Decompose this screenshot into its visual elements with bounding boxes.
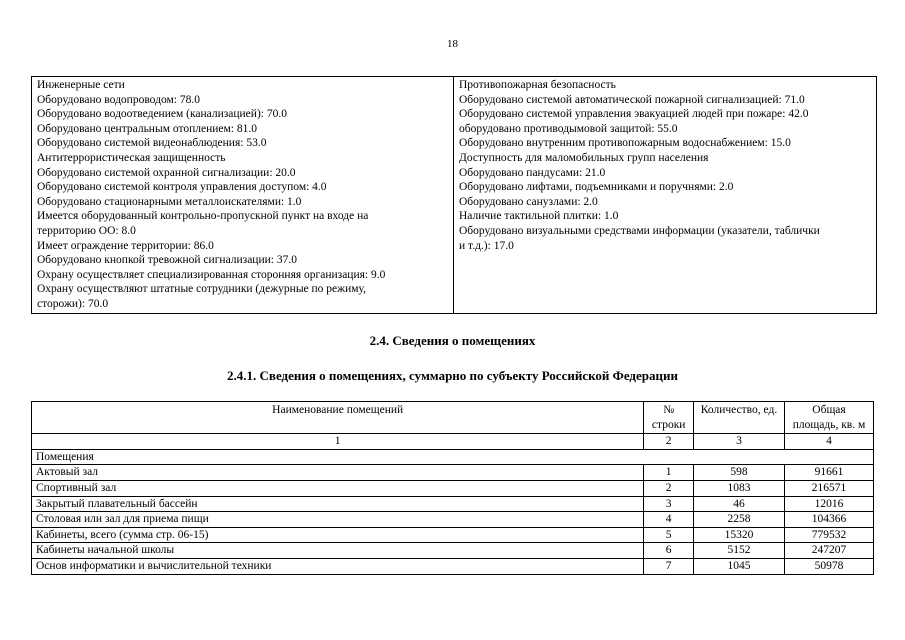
room-area: 50978	[785, 558, 874, 574]
outsourced-guard-line: Охрану осуществляет специализированная сторонняя организация: 9.0	[37, 268, 386, 281]
security-alarm-line: Оборудовано системой охранной сигнализации: 20.0	[37, 166, 296, 179]
header-row-number: № строки	[644, 402, 694, 434]
row-number: 6	[644, 543, 694, 559]
section-label: Помещения	[32, 449, 874, 465]
room-name: Актовый зал	[32, 465, 644, 481]
lifts-line: Оборудовано лифтами, подъемниками и поручнями: 2.0	[459, 181, 734, 194]
fire-alarm-line: Оборудовано системой автоматической пожарной сигнализацией: 71.0	[459, 93, 805, 106]
header-quantity: Количество, ед.	[694, 402, 785, 434]
visual-info-line-cont: и т.д.): 17.0	[459, 239, 514, 252]
visual-info-line: Оборудовано визуальными средствами информации (указатели, таблички	[459, 224, 820, 237]
staff-guard-line-cont: сторожи): 70.0	[37, 297, 109, 310]
room-name: Закрытый плавательный бассейн	[32, 496, 644, 512]
table-row	[32, 558, 874, 574]
engineering-networks-heading: Инженерные сети	[37, 79, 125, 91]
column-number: 4	[785, 434, 874, 450]
access-control-line: Оборудовано системой контроля управления доступом: 4.0	[37, 181, 327, 194]
table-row	[32, 543, 874, 559]
staff-guard-line: Охрану осуществляют штатные сотрудники (дежурные по режиму,	[37, 283, 367, 296]
panic-button-line: Оборудовано кнопкой тревожной сигнализации: 37.0	[37, 254, 297, 267]
row-number: 2	[644, 480, 694, 496]
room-name: Кабинеты начальной школы	[32, 543, 644, 559]
subsection-heading: 2.4.1. Сведения о помещениях, суммарно по субъекту Российской Федерации	[227, 368, 678, 383]
room-quantity: 46	[694, 496, 785, 512]
table-row	[32, 512, 874, 528]
row-number: 3	[644, 496, 694, 512]
room-quantity: 2258	[694, 512, 785, 528]
row-number: 5	[644, 527, 694, 543]
checkpoint-line: Имеется оборудованный контрольно-пропускной пункт на входе на	[37, 210, 369, 223]
page-number: 18	[447, 38, 458, 50]
table-row	[32, 465, 874, 481]
row-number: 7	[644, 558, 694, 574]
row-number: 4	[644, 512, 694, 528]
header-total-area: Общая площадь, кв. м	[785, 402, 874, 434]
header-room-name: Наименование помещений	[32, 402, 644, 434]
metal-detectors-line: Оборудовано стационарными металлоискателями: 1.0	[37, 195, 302, 208]
engineering-antiterror-cell	[32, 77, 454, 314]
section-heading: 2.4. Сведения о помещениях	[369, 333, 536, 348]
restrooms-line: Оборудовано санузлами: 2.0	[459, 195, 598, 208]
column-number: 1	[32, 434, 644, 450]
room-area: 216571	[785, 480, 874, 496]
water-supply-line: Оборудовано водопроводом: 78.0	[37, 93, 200, 106]
fire-safety-heading: Противопожарная безопасность	[459, 79, 616, 91]
rooms-table	[31, 401, 874, 575]
room-quantity: 598	[694, 465, 785, 481]
ramps-line: Оборудовано пандусами: 21.0	[459, 166, 606, 179]
room-quantity: 5152	[694, 543, 785, 559]
sewerage-line: Оборудовано водоотведением (канализацией): 70.0	[37, 108, 287, 121]
room-quantity: 1083	[694, 480, 785, 496]
room-name: Столовая или зал для приема пищи	[32, 512, 644, 528]
table-row	[32, 496, 874, 512]
column-numbering-row	[32, 434, 874, 450]
engineering-security-table	[31, 76, 877, 314]
room-area: 104366	[785, 512, 874, 528]
fire-water-supply-line: Оборудовано внутренним противопожарным водоснабжением: 15.0	[459, 137, 791, 150]
tactile-tiles-line: Наличие тактильной плитки: 1.0	[459, 210, 619, 223]
video-surveillance-line: Оборудовано системой видеонаблюдения: 53.0	[37, 137, 267, 150]
evacuation-system-line: Оборудовано системой управления эвакуацией людей при пожаре: 42.0	[459, 108, 809, 121]
column-number: 2	[644, 434, 694, 450]
antiterror-heading: Антитеррористическая защищенность	[37, 151, 226, 164]
room-quantity: 1045	[694, 558, 785, 574]
room-area: 12016	[785, 496, 874, 512]
accessibility-heading: Доступность для маломобильных групп населения	[459, 151, 709, 164]
room-area: 247207	[785, 543, 874, 559]
table-header-row	[32, 402, 874, 434]
fire-accessibility-cell	[454, 77, 877, 314]
smoke-protection-line: оборудовано противодымовой защитой: 55.0	[459, 122, 678, 135]
central-heating-line: Оборудовано центральным отоплением: 81.0	[37, 122, 257, 135]
checkpoint-line-cont: территорию ОО: 8.0	[37, 224, 136, 237]
room-quantity: 15320	[694, 527, 785, 543]
room-name: Спортивный зал	[32, 480, 644, 496]
room-area: 779532	[785, 527, 874, 543]
room-area: 91661	[785, 465, 874, 481]
room-name: Основ информатики и вычислительной техники	[32, 558, 644, 574]
table-row	[32, 480, 874, 496]
row-number: 1	[644, 465, 694, 481]
fencing-line: Имеет ограждение территории: 86.0	[37, 239, 214, 252]
room-name: Кабинеты, всего (сумма стр. 06-15)	[32, 527, 644, 543]
column-number: 3	[694, 434, 785, 450]
table-row	[32, 527, 874, 543]
section-row	[32, 449, 874, 465]
